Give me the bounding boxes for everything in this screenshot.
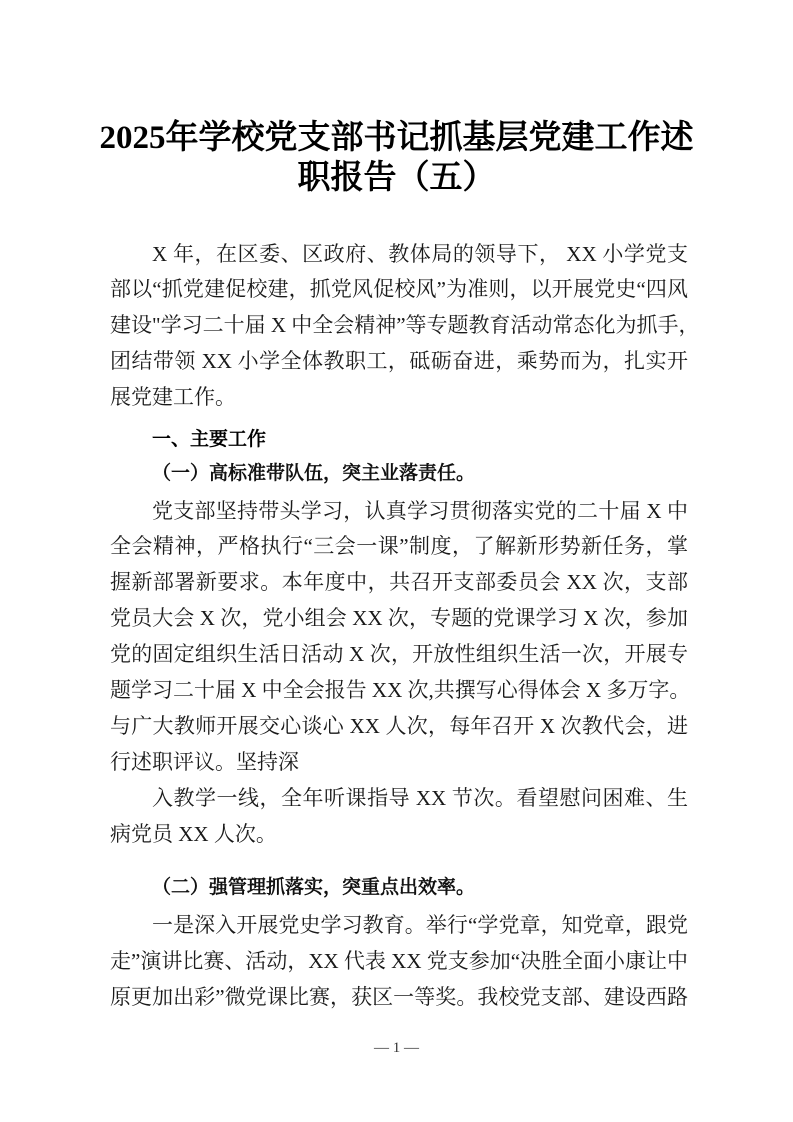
body-line: 入教学一线，全年听课指导 XX 节次。看望慰问困难、生 [152, 786, 688, 810]
body-line: 走”演讲比赛、活动，XX 代表 XX 党支参加“决胜全面小康让中 [110, 949, 689, 973]
subsection-heading: （一）高标准带队伍，突主业落责任。 [152, 462, 476, 484]
body-line: 行述职评议。坚持深 [110, 750, 299, 774]
intro-line: 团结带领 XX 小学全体教职工，砥砺奋进，乘势而为，扎实开 [110, 349, 688, 373]
body-line: 与广大教师开展交心谈心 XX 人次，每年召开 X 次教代会，进 [110, 714, 688, 738]
body-line: 握新部署新要求。本年度中，共召开支部委员会 XX 次，支部 [110, 570, 688, 594]
page-number: — 1 — [374, 1040, 419, 1056]
subsection-heading: （二）强管理抓落实，突重点出效率。 [152, 876, 476, 898]
intro-line: 展党建工作。 [110, 385, 236, 409]
body-line: 党的固定组织生活日活动 X 次，开放性组织生活一次，开展专 [110, 642, 688, 666]
body-line: 党员大会 X 次，党小组会 XX 次，专题的党课学习 X 次，参加 [110, 606, 688, 630]
body-line: 病党员 XX 人次。 [110, 822, 277, 846]
body-line: 原更加出彩”微党课比赛，获区一等奖。我校党支部、建设西路 [110, 985, 688, 1009]
body-line: 全会精神，严格执行“三会一课”制度，了解新形势新任务，掌 [110, 534, 688, 558]
body-line: 党支部坚持带头学习，认真学习贯彻落实党的二十届 X 中 [152, 499, 688, 523]
intro-line: X 年，在区委、区政府、教体局的领导下， XX 小学党支 [152, 242, 688, 266]
section-heading: 一、主要工作 [152, 428, 267, 450]
body-line: 题学习二十届 X 中全会报告 XX 次,共撰写心得体会 X 多万字。 [110, 678, 691, 702]
intro-line: 部以“抓党建促校建，抓党风促校风”为准则，以开展党史“四风 [110, 277, 688, 301]
document-title-line-1: 2025年学校党支部书记抓基层党建工作述 [99, 120, 694, 156]
intro-line: 建设"学习二十届 X 中全会精神”等专题教育活动常态化为抓手， [110, 313, 700, 337]
body-line: 一是深入开展党史学习教育。举行“学党章，知党章，跟党 [152, 913, 688, 937]
document-title-line-2: 职报告（五） [297, 160, 496, 196]
